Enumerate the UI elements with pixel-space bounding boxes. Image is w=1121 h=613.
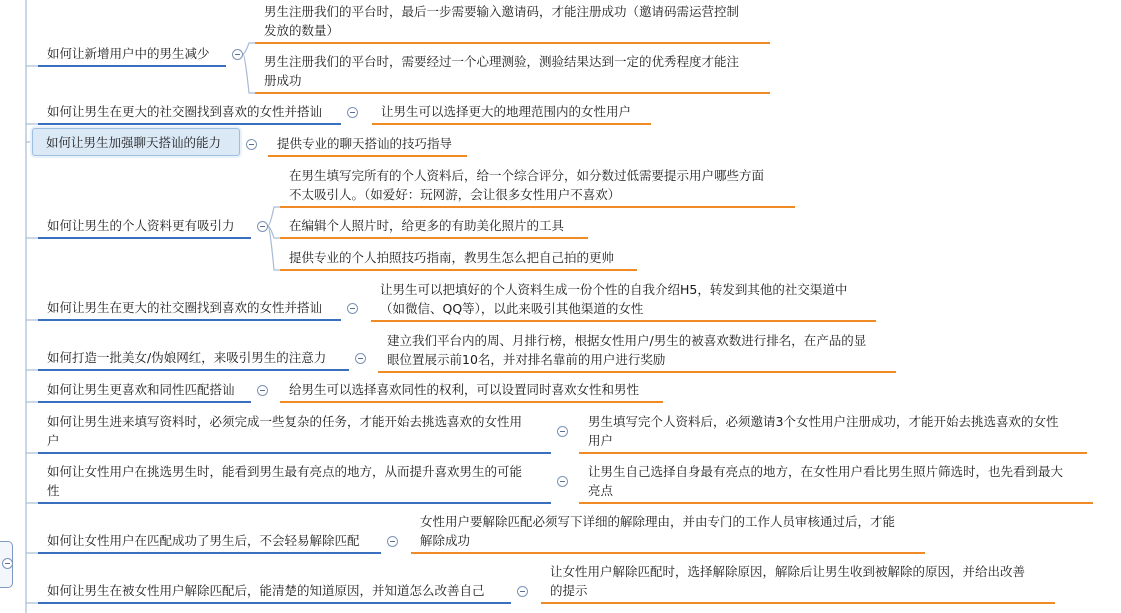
node-text-line: 男生填写完个人资料后，必须邀请3个女性用户注册成功，才能开始去挑选喜欢的女性 (588, 414, 1059, 429)
answer-node-a7[interactable] (280, 380, 639, 399)
node-text-line: 如何让男生在更大的社交圈找到喜欢的女性并搭讪 (47, 300, 323, 315)
answer-underline (268, 155, 467, 157)
question-underline (38, 552, 381, 554)
answer-underline (372, 123, 651, 125)
question-node-q4[interactable] (38, 216, 235, 235)
node-text-line: 如何让男生更喜欢和同性匹配搭讪 (47, 382, 235, 397)
minus-circle-icon[interactable] (2, 558, 13, 569)
node-text-line: 眼位置展示前10名，并对排名靠前的用户进行奖励 (387, 352, 666, 367)
node-text-line: 用户 (588, 433, 614, 448)
connector-line (243, 54, 255, 93)
question-node-q3[interactable] (32, 128, 240, 156)
answer-node-a4b[interactable] (280, 216, 564, 235)
answer-node-a6[interactable] (378, 331, 866, 369)
answer-node-a4c[interactable] (280, 248, 614, 267)
question-underline (38, 401, 251, 403)
node-text-line: 如何让男生在被女性用户解除匹配后，能清楚的知道原因，并知道怎么改善自己 (47, 583, 485, 598)
node-text-line: 册成功 (264, 73, 302, 88)
answer-node-a5[interactable] (371, 280, 847, 318)
answer-underline (371, 320, 876, 322)
answer-node-a8[interactable] (579, 412, 1058, 450)
answer-node-a10[interactable] (411, 512, 895, 550)
question-underline (38, 502, 551, 504)
question-underline (38, 123, 341, 125)
connector-line (268, 226, 280, 238)
question-underline (38, 319, 341, 321)
node-text-line: 如何让男生的个人资料更有吸引力 (47, 218, 235, 233)
minus-circle-icon[interactable] (347, 303, 358, 314)
question-node-q1[interactable] (38, 44, 210, 63)
answer-underline (255, 92, 770, 94)
node-text-line: 户 (47, 433, 60, 448)
node-text-line: 女性用户要解除匹配必须写下详细的解除理由，并由专门的工作人员审核通过后，才能 (420, 514, 896, 529)
node-text-line: 提供专业的个人拍照技巧指南，教男生怎么把自己拍的更帅 (289, 250, 615, 265)
answer-underline (280, 401, 663, 403)
minus-circle-icon[interactable] (355, 353, 366, 364)
node-text-line: 在男生填写完所有的个人资料后，给一个综合评分，如分数过低需要提示用户哪些方面 (289, 168, 765, 183)
node-text-line: 发放的数量） (264, 23, 340, 38)
answer-node-a4a[interactable] (280, 166, 764, 204)
minus-circle-icon[interactable] (557, 426, 568, 437)
node-text-line: 如何让男生加强聊天搭讪的能力 (46, 135, 222, 150)
answer-node-a2[interactable] (372, 102, 631, 121)
node-text-line: 不太吸引人。（如爱好：玩网游，会让很多女性用户不喜欢） (289, 187, 621, 202)
node-text-line: 如何让女性用户在挑选男生时，能看到男生最有亮点的地方，从而提升喜欢男生的可能 (47, 464, 523, 479)
answer-underline (280, 206, 795, 208)
question-node-q7[interactable] (38, 380, 235, 399)
node-text-line: 给男生可以选择喜欢同性的权利，可以设置同时喜欢女性和男性 (289, 382, 640, 397)
answer-node-a9[interactable] (579, 462, 1063, 500)
question-node-q11[interactable] (38, 581, 485, 600)
minus-circle-icon[interactable] (246, 139, 257, 150)
minus-circle-icon[interactable] (387, 536, 398, 547)
node-text-line: 让女性用户解除匹配时，选择解除原因，解除后让男生收到被解除的原因，并给出改善 (550, 564, 1026, 579)
answer-underline (378, 371, 896, 373)
answer-underline (280, 269, 637, 271)
node-text-line: 在编辑个人照片时，给更多的有助美化照片的工具 (289, 218, 565, 233)
node-text-line: 让男生可以把填好的个人资料生成一份个性的自我介绍H5，转发到其他的社交渠道中 (380, 282, 848, 297)
node-text-line: 如何让新增用户中的男生减少 (47, 46, 210, 61)
node-text-line: 男生注册我们的平台时，最后一步需要输入邀请码，才能注册成功（邀请码需运营控制 (264, 4, 740, 19)
question-underline (38, 237, 251, 239)
answer-underline (280, 237, 588, 239)
answer-node-a1a[interactable] (255, 2, 739, 40)
node-text-line: 如何让男生在更大的社交圈找到喜欢的女性并搭讪 (47, 104, 323, 119)
answer-underline (411, 552, 925, 554)
node-text-line: 解除成功 (420, 533, 471, 548)
answer-node-a11[interactable] (541, 562, 1025, 600)
node-text-line: （如微信、QQ等），以此来吸引其他渠道的女性 (380, 301, 644, 316)
minus-circle-icon[interactable] (232, 49, 243, 60)
minus-circle-icon[interactable] (257, 385, 268, 396)
node-text-line: 如何让男生进来填写资料时，必须完成一些复杂的任务，才能开始去挑选喜欢的女性用 (47, 414, 523, 429)
question-node-q10[interactable] (38, 531, 360, 550)
node-text-line: 男生注册我们的平台时，需要经过一个心理测验，测验结果达到一定的优秀程度才能注 (264, 54, 740, 69)
question-underline (38, 65, 226, 67)
minus-circle-icon[interactable] (557, 476, 568, 487)
minus-circle-icon[interactable] (257, 221, 268, 232)
question-underline (38, 369, 349, 371)
node-text-line: 建立我们平台内的周、月排行榜，根据女性用户/男生的被喜欢数进行排名，在产品的显 (387, 333, 867, 348)
question-underline (38, 602, 511, 604)
node-text-line: 亮点 (588, 483, 614, 498)
connector-line (243, 43, 255, 54)
node-text-line: 性 (47, 483, 60, 498)
node-text-line: 提供专业的聊天搭讪的技巧指导 (277, 136, 453, 151)
node-text-line: 如何让女性用户在匹配成功了男生后，不会轻易解除匹配 (47, 533, 360, 548)
question-node-q6[interactable] (38, 348, 326, 367)
question-node-q9[interactable] (38, 462, 522, 500)
question-node-q8[interactable] (38, 412, 522, 450)
question-node-q5[interactable] (38, 298, 322, 317)
node-text-line: 让男生自己选择自身最有亮点的地方，在女性用户看比男生照片筛选时，也先看到最大 (588, 464, 1064, 479)
answer-node-a3[interactable] (268, 134, 452, 153)
answer-underline (579, 452, 1087, 454)
minus-circle-icon[interactable] (347, 107, 358, 118)
answer-underline (579, 502, 1093, 504)
answer-underline (255, 42, 770, 44)
answer-underline (541, 602, 1055, 604)
node-text-line: 如何打造一批美女/伪娘网红，来吸引男生的注意力 (47, 350, 327, 365)
question-underline (38, 452, 551, 454)
connector-line (268, 207, 280, 226)
question-node-q2[interactable] (38, 102, 322, 121)
connector-line (268, 226, 280, 270)
node-text-line: 让男生可以选择更大的地理范围内的女性用户 (381, 104, 632, 119)
answer-node-a1b[interactable] (255, 52, 739, 90)
minus-circle-icon[interactable] (517, 586, 528, 597)
node-text-line: 的提示 (550, 583, 588, 598)
root-collapse-handle[interactable] (0, 541, 13, 588)
